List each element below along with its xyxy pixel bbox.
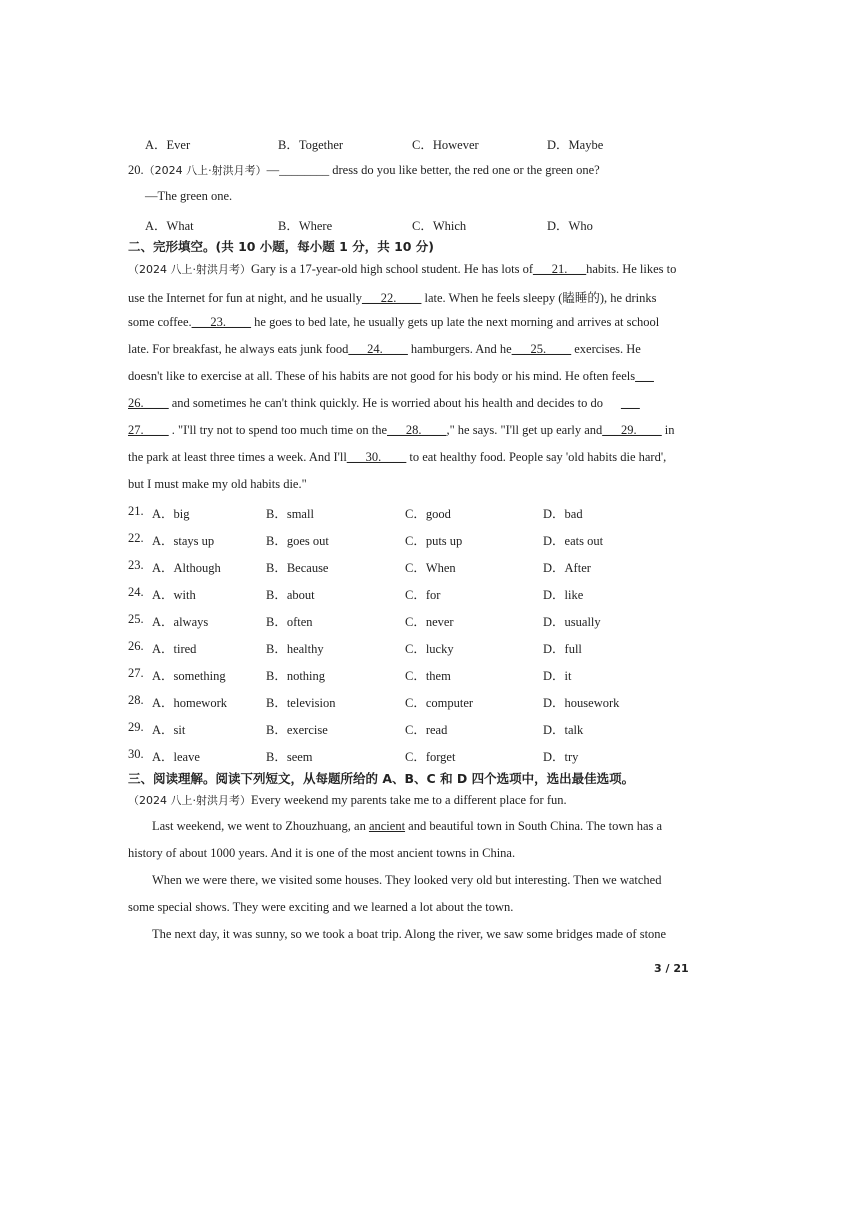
q19-option-d: D．Maybe bbox=[547, 138, 604, 152]
passage-text: ," he says. "I'll get up early and bbox=[446, 423, 603, 437]
question-number: 30. bbox=[128, 747, 144, 761]
question-option: A．leave bbox=[152, 750, 200, 764]
blank-25: ___25.____ bbox=[511, 342, 572, 356]
reading-paragraph-3: The next day, it was sunny, so we took a boat trip. Along the river, we saw some bridges made of stone bbox=[152, 927, 667, 941]
passage-text: Gary is a 17-year-old high school student. He has lots of bbox=[251, 262, 533, 276]
passage-line-1 bbox=[128, 261, 676, 277]
q19-option-c: C．However bbox=[412, 138, 479, 152]
question-option: A．with bbox=[152, 588, 196, 602]
question-option: B．Because bbox=[266, 561, 329, 575]
question-number: 21. bbox=[128, 504, 144, 518]
underlined-word: ancient bbox=[368, 819, 406, 833]
question-number: 27. bbox=[128, 666, 144, 680]
passage-text: doesn't like to exercise at all. These of his habits are not good for his body or his mind. He often feels bbox=[128, 369, 636, 383]
passage-text: late. When he feels sleepy (瞌睡的), he drinks bbox=[421, 291, 657, 305]
passage-text: exercises. He bbox=[571, 342, 641, 356]
page-number: 3 / 21 bbox=[654, 962, 689, 975]
question-option: C．forget bbox=[405, 750, 456, 764]
passage-text: and sometimes he can't think quickly. He is worried about his health and decides to do bbox=[168, 396, 603, 410]
question-option: D．full bbox=[543, 642, 582, 656]
paragraph-text: and beautiful town in South China. The town has a bbox=[405, 819, 663, 833]
question-option: B．seem bbox=[266, 750, 313, 764]
passage-text: some coffee. bbox=[128, 315, 192, 329]
question-option: B．television bbox=[266, 696, 336, 710]
question-option: D．bad bbox=[543, 507, 583, 521]
q20-blank: ________ bbox=[279, 163, 330, 177]
question-option: C．computer bbox=[405, 696, 474, 710]
question-number: 25. bbox=[128, 612, 144, 626]
passage-text: use the Internet for fun at night, and he usually bbox=[128, 291, 362, 305]
question-option: D．housework bbox=[543, 696, 620, 710]
blank-28: ___28.____ bbox=[387, 423, 447, 437]
q19-option-b: B．Together bbox=[278, 138, 344, 152]
passage-text: habits. He likes to bbox=[586, 262, 677, 276]
q20-option-d: D．Who bbox=[547, 219, 593, 233]
blank-26-start: ___ bbox=[635, 369, 654, 383]
q20-stem-text: dress do you like better, the red one or the green one? bbox=[329, 163, 600, 177]
question-option: D．usually bbox=[543, 615, 601, 629]
passage-line-7 bbox=[128, 423, 675, 438]
passage-line-2 bbox=[128, 288, 656, 306]
blank-22: ___22.____ bbox=[361, 291, 422, 305]
question-number: 23. bbox=[128, 558, 144, 572]
reading-intro-text: Every weekend my parents take me to a different place for fun. bbox=[251, 793, 567, 807]
question-option: C．puts up bbox=[405, 534, 463, 548]
question-option: D．eats out bbox=[543, 534, 604, 548]
question-number: 24. bbox=[128, 585, 144, 599]
blank-21: ___21.___ bbox=[532, 262, 587, 276]
question-option: B．small bbox=[266, 507, 314, 521]
passage-text: hamburgers. And he bbox=[407, 342, 512, 356]
reading-paragraph-1-cont: history of about 1000 years. And it is one of the most ancient towns in China. bbox=[128, 846, 516, 860]
q20-option-a: A．What bbox=[145, 219, 194, 233]
question-option: A．big bbox=[152, 507, 190, 521]
question-option: D．talk bbox=[543, 723, 584, 737]
q20-stem bbox=[128, 162, 600, 178]
question-option: C．them bbox=[405, 669, 451, 683]
passage-text: to eat healthy food. People say 'old habits die hard', bbox=[406, 450, 667, 464]
question-option: B．about bbox=[266, 588, 315, 602]
question-option: D．it bbox=[543, 669, 572, 683]
question-option: C．When bbox=[405, 561, 456, 575]
question-option: A．always bbox=[152, 615, 209, 629]
question-option: A．homework bbox=[152, 696, 227, 710]
q19-option-a: A．Ever bbox=[145, 138, 191, 152]
passage-text: . "I'll try not to spend too much time on the bbox=[168, 423, 388, 437]
blank-27-start: ___ bbox=[620, 396, 640, 410]
question-option: A．tired bbox=[152, 642, 197, 656]
passage-line-8 bbox=[128, 450, 666, 465]
passage-line-6 bbox=[128, 396, 640, 411]
q20-option-b: B．Where bbox=[278, 219, 333, 233]
blank-24: ___24.____ bbox=[348, 342, 408, 356]
question-option: B．often bbox=[266, 615, 313, 629]
question-number: 28. bbox=[128, 693, 144, 707]
passage-line-4 bbox=[128, 342, 641, 357]
passage-text: in bbox=[661, 423, 675, 437]
blank-27: 27.____ bbox=[128, 423, 169, 437]
reading-paragraph-2: When we were there, we visited some houses. They looked very old but interesting. Then we watched bbox=[152, 873, 662, 887]
passage-text: late. For breakfast, he always eats junk food bbox=[128, 342, 349, 356]
q20-number: 20. bbox=[128, 163, 144, 177]
reading-paragraph-2-cont: some special shows. They were exciting and we learned a lot about the town. bbox=[128, 900, 514, 914]
passage-text: but I must make my old habits die." bbox=[128, 477, 307, 491]
q20-source: （2024 八上·射洪月考） bbox=[143, 164, 267, 177]
question-option: B．nothing bbox=[266, 669, 326, 683]
section2-heading: 二、完形填空。(共 10 小题，每小题 1 分，共 10 分) bbox=[128, 239, 435, 254]
blank-29: ___29.____ bbox=[602, 423, 662, 437]
passage-text: the park at least three times a week. And I'll bbox=[128, 450, 347, 464]
passage-source: （2024 八上·射洪月考） bbox=[128, 263, 251, 276]
question-option: C．never bbox=[405, 615, 454, 629]
blank-23: ___23.____ bbox=[191, 315, 252, 329]
passage-text: he goes to bed late, he usually gets up late the next morning and arrives at school bbox=[251, 315, 660, 329]
question-option: D．After bbox=[543, 561, 591, 575]
blank-26: 26.____ bbox=[128, 396, 169, 410]
question-option: D．like bbox=[543, 588, 584, 602]
question-option: D．try bbox=[543, 750, 579, 764]
question-option: C．lucky bbox=[405, 642, 454, 656]
passage-line-5 bbox=[128, 369, 654, 384]
q20-option-c: C．Which bbox=[412, 219, 467, 233]
reading-intro bbox=[128, 792, 567, 808]
question-option: C．read bbox=[405, 723, 448, 737]
reading-paragraph-1 bbox=[152, 819, 662, 834]
question-option: A．Although bbox=[152, 561, 221, 575]
q20-dash: — bbox=[266, 163, 280, 177]
question-option: A．sit bbox=[152, 723, 186, 737]
question-number: 26. bbox=[128, 639, 144, 653]
question-option: B．exercise bbox=[266, 723, 328, 737]
reading-source: （2024 八上·射洪月考） bbox=[128, 794, 251, 807]
section3-heading: 三、阅读理解。阅读下列短文，从每题所给的 A、B、C 和 D 四个选项中，选出最佳选项。 bbox=[128, 771, 635, 786]
question-number: 22. bbox=[128, 531, 144, 545]
question-option: C．good bbox=[405, 507, 451, 521]
question-option: A．something bbox=[152, 669, 226, 683]
passage-line-3 bbox=[128, 315, 659, 330]
question-option: A．stays up bbox=[152, 534, 215, 548]
question-number: 29. bbox=[128, 720, 144, 734]
paragraph-text: Last weekend, we went to Zhouzhuang, an bbox=[152, 819, 369, 833]
question-option: B．healthy bbox=[266, 642, 324, 656]
question-option: B．goes out bbox=[266, 534, 329, 548]
passage-line-9 bbox=[128, 477, 307, 492]
question-option: C．for bbox=[405, 588, 441, 602]
q20-reply: —The green one. bbox=[145, 189, 233, 203]
blank-30: ___30.____ bbox=[346, 450, 407, 464]
